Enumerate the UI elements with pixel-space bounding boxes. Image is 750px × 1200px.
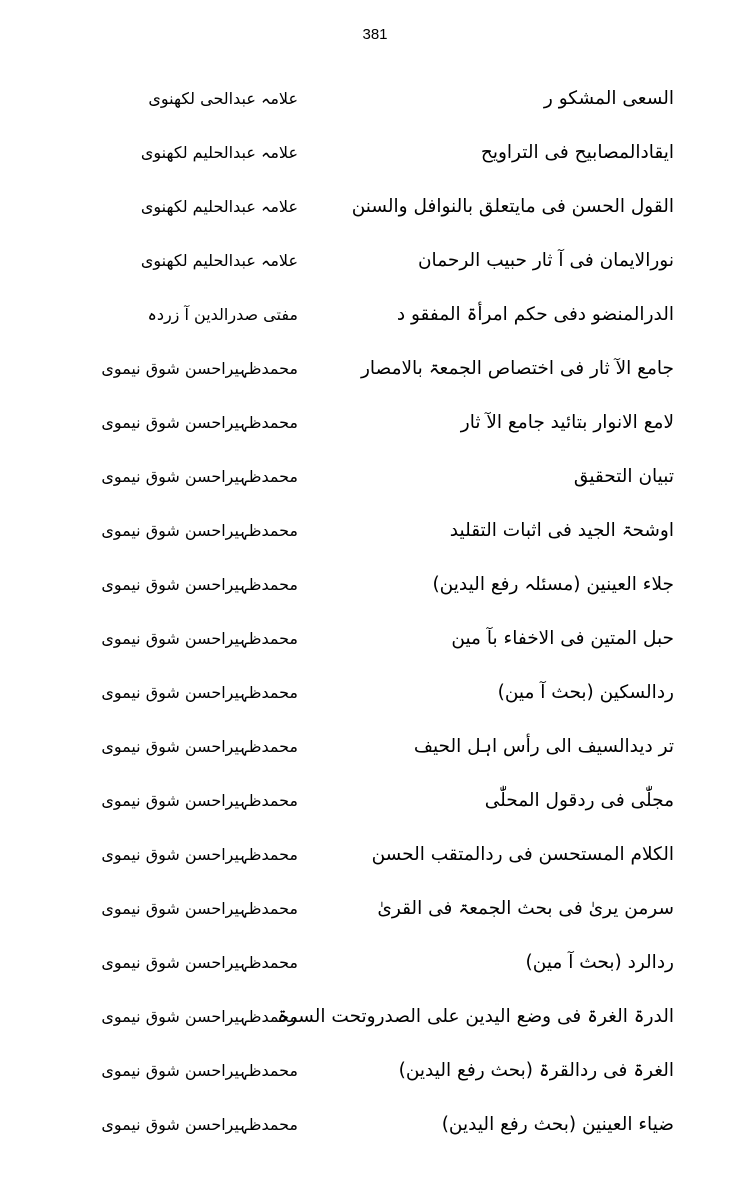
list-item: [0, 74, 750, 128]
book-title: تر دیدالسیف الی رأس اہل الحیف: [413, 736, 674, 757]
book-title: ضیاء العینین (بحث رفع الیدین): [441, 1114, 674, 1135]
list-item: [0, 236, 750, 290]
book-title: ایقادالمصابیح فی التراویح: [480, 142, 674, 163]
book-author: محمدظہیراحسن شوق نیموی: [101, 575, 298, 594]
list-item: [0, 452, 750, 506]
book-title: مجلّٰی فی ردقول المحلّٰی: [484, 790, 674, 811]
book-author: محمدظہیراحسن شوق نیموی: [101, 359, 298, 378]
list-item: [0, 668, 750, 722]
book-title: حبل المتین فی الاخفاء بآ مین: [451, 628, 674, 649]
list-item: [0, 614, 750, 668]
book-title: سرمن یریٰ فی بحث الجمعۃ فی القریٰ: [377, 898, 674, 919]
book-author: محمدظہیراحسن شوق نیموی: [101, 791, 298, 810]
book-author: محمدظہیراحسن شوق نیموی: [101, 737, 298, 756]
list-item: [0, 776, 750, 830]
book-title: الغرۃ فی ردالقرۃ (بحث رفع الیدین): [398, 1060, 674, 1081]
book-author: محمدظہیراحسن شوق نیموی: [101, 1007, 298, 1026]
book-title: نورالایمان فی آ ثار حبیب الرحمان: [417, 250, 674, 271]
book-author: علامہ عبدالحی لکھنوی: [148, 89, 298, 108]
book-title: جامع الآ ثار فی اختصاص الجمعۃ بالامصار: [360, 358, 674, 379]
book-title: تبیان التحقیق: [573, 466, 674, 487]
book-author: علامہ عبدالحلیم لکھنوی: [140, 251, 298, 270]
book-title: ردالرد (بحث آ مین): [525, 952, 674, 973]
book-title: الدرۃ الغرۃ فی وضع الیدین علی الصدروتحت السرۃ: [277, 1006, 674, 1027]
book-author: مفتی صدرالدین آ زردہ: [147, 305, 298, 324]
book-author: محمدظہیراحسن شوق نیموی: [101, 413, 298, 432]
book-author: محمدظہیراحسن شوق نیموی: [101, 629, 298, 648]
book-author: محمدظہیراحسن شوق نیموی: [101, 1061, 298, 1080]
list-item: [0, 560, 750, 614]
book-author: محمدظہیراحسن شوق نیموی: [101, 1115, 298, 1134]
book-title: القول الحسن فی مایتعلق بالنوافل والسنن: [351, 196, 674, 217]
book-title: السعی المشکو ر: [543, 88, 674, 109]
book-author: محمدظہیراحسن شوق نیموی: [101, 467, 298, 486]
book-list: [0, 74, 750, 1154]
list-item: [0, 398, 750, 452]
book-author: محمدظہیراحسن شوق نیموی: [101, 683, 298, 702]
list-item: [0, 722, 750, 776]
book-title: الدرالمنضو دفی حکم امرأۃ المفقو د: [396, 304, 674, 325]
book-title: لامع الانوار بتائید جامع الآ ثار: [460, 412, 674, 433]
list-item: [0, 830, 750, 884]
list-item: [0, 506, 750, 560]
book-author: محمدظہیراحسن شوق نیموی: [101, 953, 298, 972]
list-item: [0, 938, 750, 992]
book-author: محمدظہیراحسن شوق نیموی: [101, 521, 298, 540]
book-title: اوشحۃ الجید فی اثبات التقلید: [449, 520, 674, 541]
page-number: 381: [362, 26, 388, 43]
list-item: [0, 992, 750, 1046]
list-item: [0, 884, 750, 938]
book-author: علامہ عبدالحلیم لکھنوی: [140, 143, 298, 162]
book-author: محمدظہیراحسن شوق نیموی: [101, 845, 298, 864]
book-title: جلاء العینین (مسئلہ رفع الیدین): [432, 574, 674, 595]
list-item: [0, 344, 750, 398]
list-item: [0, 1046, 750, 1100]
book-author: علامہ عبدالحلیم لکھنوی: [140, 197, 298, 216]
list-item: [0, 290, 750, 344]
list-item: [0, 1100, 750, 1154]
book-title: الکلام المستحسن فی ردالمتقب الحسن: [371, 844, 674, 865]
book-title: ردالسکین (بحث آ مین): [497, 682, 674, 703]
list-item: [0, 182, 750, 236]
list-item: [0, 128, 750, 182]
book-author: محمدظہیراحسن شوق نیموی: [101, 899, 298, 918]
